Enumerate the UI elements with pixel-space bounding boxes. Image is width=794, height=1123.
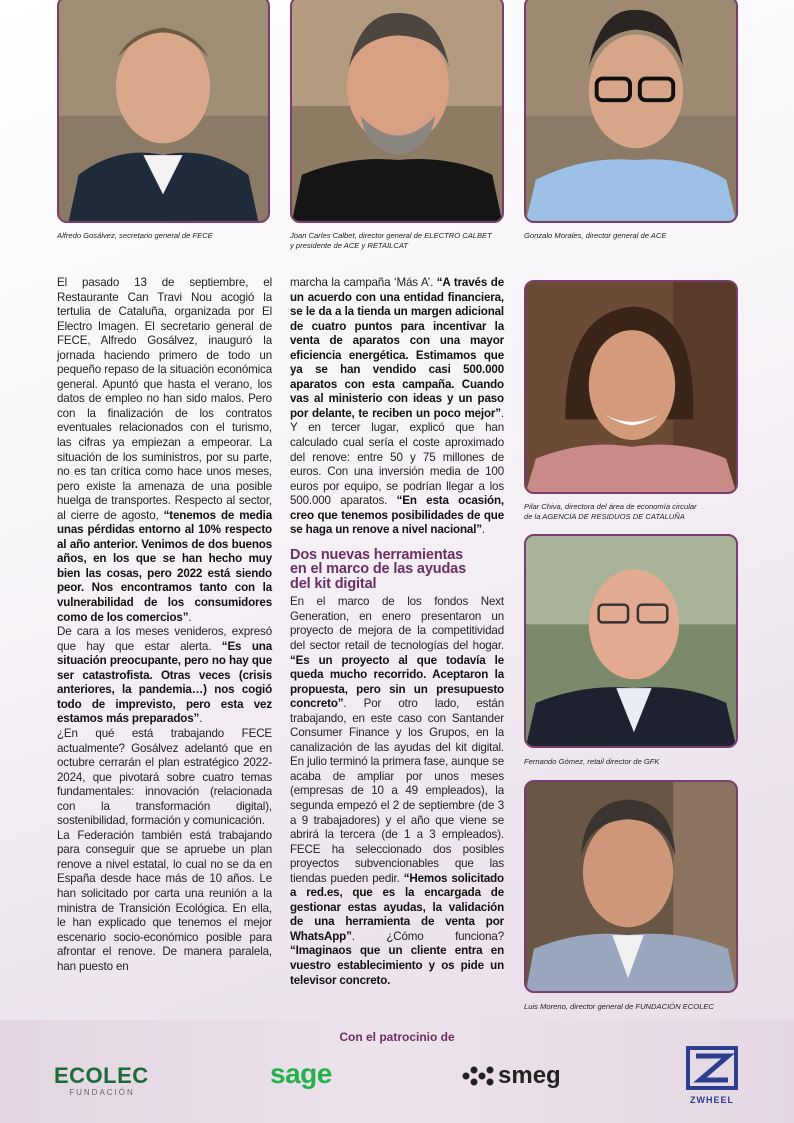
photo-gonzalo-morales [524,0,738,223]
sponsor-title: Con el patrocinio de [339,1030,455,1044]
article-paragraph: El pasado 13 de septiembre, el Restaurante Can Travi Nou acogió la tertulia de Cataluña, organizada por El Electro Imagen. El secretario general de FECE, Alfredo Gosálvez, inauguró la jornada haciendo primero de todo un pequeño repaso de la situación económica general. Apuntó que hasta el verano, los datos de empleo no han sido malos. Pero con la finalización de los contratos eventuales relacionados con el turismo, las cifras ya empiezan a empeorar. La situación de los suministros, por su parte, no es tan crítica como hace unos meses, pero existe la amenaza de una posible huelga de transportes. Respecto al sector, al cierre de agosto, “tenemos de media unas pérdidas entorno al 10% respecto al año anterior. Venimos de dos buenos años, en los que se han hecho muy bien las cosas, pero 2022 está siendo peor. Nos encontramos tanto con la vulnerabilidad de los consumidores como de los comercios”. [57,276,272,624]
sponsor-footer [0,1020,794,1123]
photo-luis-moreno [524,780,738,993]
article-column-2 [290,276,504,988]
quote-text: “Es un proyecto al que todavía le queda mucho recorrido. Aceptaron la propuesta, pero sin un presupuesto concreto” [290,653,504,711]
caption-luis-moreno: Luis Moreno, director general de FUNDACIÓN ECOLEC [524,1002,714,1011]
photo-pilar-chiva [524,280,738,494]
caption-pilar-chiva [524,502,697,522]
article-paragraph: En el marco de los fondos Next Generation, en enero presentaron un proyecto de mejora de la competitividad del sector retail de tecnologías del hogar. “Es un proyecto al que todavía le queda mucho recorrido. Aceptaron la propuesta, pero sin un presupuesto concreto”. Por otro lado, están trabajando, en este caso con Santander Consumer Finance y los Grupos, en la canalización de las ayudas del kit digital. En julio terminó la primera fase, aunque se acaba de ampliar por unos meses (empresas de 10 a 49 empleados), la segunda empezó el 2 de septiembre (de 3 a 9 trabajadores) y el año que viene se abrirá la tercera (de 1 a 3 empleados). FECE ha seleccionado dos posibles proyectos subvencionables que las tiendas pueden pedir. “Hemos solicitado a red.es, que es la encargada de gestionar estas ayudas, la validación de una herramienta de venta por WhatsApp”. ¿Cómo funciona? “Imaginaos que un cliente entra en vuestro establecimiento y os pide un televisor concreto. [290,595,504,987]
portrait-image [526,0,736,221]
portrait-image [526,782,736,991]
zwheel-logo: ZWHEEL [686,1046,738,1104]
quote-text: “En esta ocasión, creo que tenemos posibilidades de que se haga un renove a nivel nacional” [290,494,504,537]
caption-line: y presidente de ACE y RETAILCAT [290,241,409,250]
article-paragraph: De cara a los meses venideros, expresó que hay que estar alerta. “Es una situación preocupante, pero no hay que ser catastrofista. Otras veces (crisis anteriores, la pandemia…) nos cogió todo de imprevisto, pero esta vez estamos más preparados”. [57,625,272,726]
article-paragraph: ¿En qué está trabajando FECE actualmente? Gosálvez adelantó que en octubre cerrarán el plan estratégico 2022-2024, que pivotará sobre cuatro temas fundamentales: innovación (relacionada con la transformación digital), sostenibilidad, formación y comunicación. [57,726,272,828]
portrait-image [59,0,268,221]
caption-fernando-gomez: Fernando Gómez, retail director de GFK [524,757,660,766]
photo-alfredo-gosalvez [57,0,270,223]
portrait-image [292,0,502,221]
caption-line: Joan Carles Calbet, director general de ELECTRO CALBET [290,231,492,240]
portrait-image [526,282,736,492]
quote-text: “Es una situación preocupante, pero no hay que ser catastrofista. Otras veces (crisis anteriores, la pandemia…) nos cogió todo de imprevisto, pero esta vez estamos más preparados” [57,639,272,726]
caption-joan-carles-calbet [290,231,492,251]
sage-logo: sage [270,1058,332,1089]
quote-text: “Hemos solicitado a red.es, que es la encargada de gestionar estas ayudas, la validación de una herramienta de venta por WhatsApp” [290,871,504,943]
quote-text: “A través de un acuerdo con una entidad financiera, se le da a la tienda un margen adicional de cuatro puntos para incentivar la venta de aparatos con una mayor eficiencia energética. Estimamos que ya se han vendido casi 500.000 aparatos con esta campaña. Cuando vas al ministerio con ideas y un paso por delante, te reciben un poco mejor” [290,276,504,420]
caption-line: de la AGENCIA DE RESIDUOS DE CATALUÑA [524,512,685,521]
quote-text: “tenemos de media unas pérdidas entorno al 10% respecto al año anterior. Venimos de dos buenos años, en los que se han hecho muy bien las cosas, pero 2022 está siendo peor. Nos encontramos tanto con la vulnerabilidad de los consumidores como de los comercios” [57,508,272,624]
article-paragraph: marcha la campaña ‘Más A’. “A través de un acuerdo con una entidad financiera, se le da a la tienda un margen adicional de cuatro puntos para incentivar la venta de aparatos con una mayor eficiencia energética. Estimamos que ya se han vendido casi 500.000 aparatos con esta campaña. Cuando vas al ministerio con ideas y un paso por delante, te reciben un poco mejor”. Y en tercer lugar, explicó que han calculado cual sería el coste aproximado del renove: entre 50 y 75 millones de euros. Con una inversión media de 100 euros por equipo, se podrían llegar a los 500.000 aparatos. “En esta ocasión, creo que tenemos posibilidades de que se haga un renove a nivel nacional”. [290,276,504,537]
caption-line: Pilar Chiva, directora del área de economía circular [524,502,697,511]
ecolec-logo: ECOLEC FUNDACIÓN [54,1063,149,1097]
zwheel-z-icon [686,1046,738,1090]
caption-gonzalo-morales: Gonzalo Morales, director general de ACE [524,231,667,240]
caption-alfredo-gosalvez: Alfredo Gosálvez, secretario general de FECE [57,231,213,240]
section-subheading: Dos nuevas herramientas en el marco de las ayudas del kit digital [290,546,466,592]
article-column-1 [57,276,272,974]
quote-text: “Imaginaos que un cliente entra en vuestro establecimiento y os pide un televisor concreto. [290,944,504,987]
photo-joan-carles-calbet [290,0,504,223]
smeg-dots-icon [462,1065,496,1087]
portrait-image [526,536,736,746]
photo-fernando-gomez [524,534,738,748]
article-paragraph-continued: La Federación también está trabajando para conseguir que se apruebe un plan renove a nivel estatal, lo cual no se da en España desde hace más de 10 años. Le han solicitado por carta una reunión a la ministra de Transición Ecológica. En ella, le han explicado que tenemos el mejor escenario socio-económico posible para afrontar el renove. De manera paralela, han puesto en [57,828,272,973]
smeg-logo: smeg [462,1062,561,1090]
